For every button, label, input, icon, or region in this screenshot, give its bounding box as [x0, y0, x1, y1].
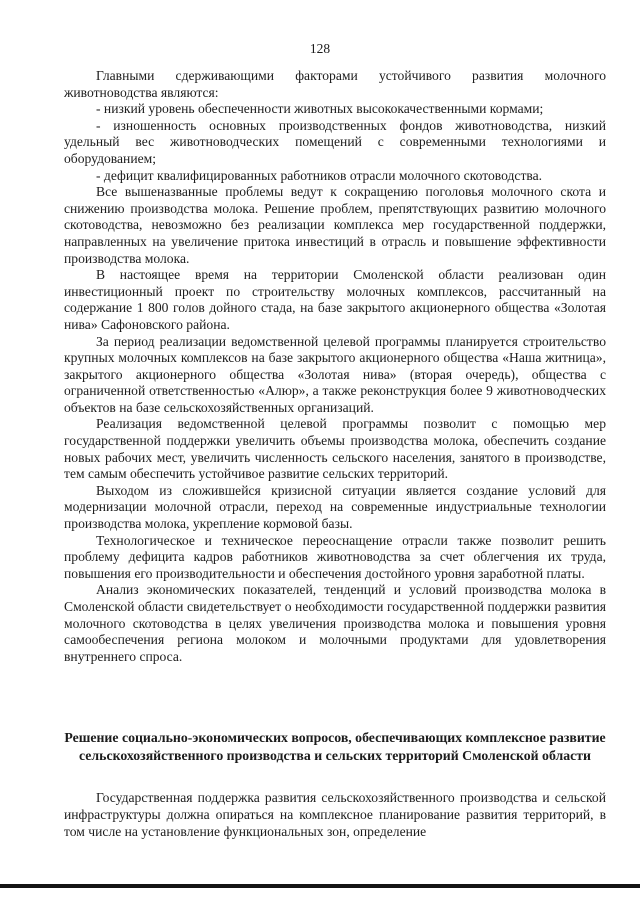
paragraph-problems: Все вышеназванные проблемы ведут к сокращению поголовья молочного скота и снижению производства молока. Решение проблем, препятствующих развитию молочного скотоводства, невозможно без реализации комплекса мер государственной поддержки, направленных на увеличение притока инвестиций в отрасль и повышение эффективности производства молока.	[64, 184, 606, 266]
section-heading: Решение социально-экономических вопросов, обеспечивающих комплексное развитие сельскохозяйственного производства и сельских территорий Смоленской области	[64, 730, 606, 763]
body-text	[64, 68, 606, 665]
paragraph-program-period: За период реализации ведомственной целевой программы планируется строительство крупных молочных комплексов на базе закрытого акционерного общества «Наша житница», закрытого акционерного общества «Золотая нива» (вторая очередь), общества с ограниченной ответственностью «Алюр», а также реконструкция более 9 животноводческих объектов на базе сельскохозяйственных организаций.	[64, 333, 606, 415]
paragraph-crisis-exit: Выходом из сложившейся кризисной ситуации является создание условий для модернизации молочной отрасли, переход на современные индустриальные технологии производства молока, укрепление кормовой базы.	[64, 482, 606, 532]
page-number: 128	[309, 41, 331, 56]
bottom-divider	[0, 884, 640, 888]
paragraph-investment-project: В настоящее время на территории Смоленской области реализован один инвестиционный проект по строительству молочных комплексов, рассчитанный на содержание 1 800 голов дойного стада, на базе закрытого акционерного общества «Золотая нива» Сафоновского района.	[64, 267, 606, 332]
paragraph-factors-intro: Главными сдерживающими факторами устойчивого развития молочного животноводства являются:	[64, 68, 606, 100]
paragraph-state-support: Государственная поддержка развития сельскохозяйственного производства и сельской инфраструктуры должна опираться на комплексное планирование развития территорий, в том числе на установление функциональных зон, определение	[64, 790, 606, 839]
list-item-feed: - низкий уровень обеспеченности животных высококачественными кормами;	[96, 101, 544, 117]
paragraph-analysis: Анализ экономических показателей, тенденций и условий производства молока в Смоленской области свидетельствует о необходимости государственной поддержки развития молочного скотоводства в целях увеличения производства молока и повышения уровня самообеспечения региона молоком и молочными продуктами для удовлетворения внутреннего спроса.	[64, 582, 606, 664]
paragraph-re-equipment: Технологическое и техническое переоснащение отрасли также позволит решить проблему дефицита кадров работников животноводства за счет облегчения их труда, повышения его производительности и обеспечения достойного уровня заработной платы.	[64, 532, 606, 581]
list-item-funds: - изношенность основных производственных фондов животноводства, низкий удельный вес животноводческих помещений с современными технологиями и оборудованием;	[64, 117, 606, 166]
list-item-staff: - дефицит квалифицированных работников отрасли молочного скотоводства.	[96, 167, 543, 183]
paragraph-program-outcome: Реализация ведомственной целевой программы позволит с помощью мер государственной поддержки увеличить объемы производства молока, обеспечить создание новых рабочих мест, увеличить численность сельского населения, занятого в производстве, тем самым обеспечить устойчивое развитие сельских территорий.	[64, 416, 606, 482]
